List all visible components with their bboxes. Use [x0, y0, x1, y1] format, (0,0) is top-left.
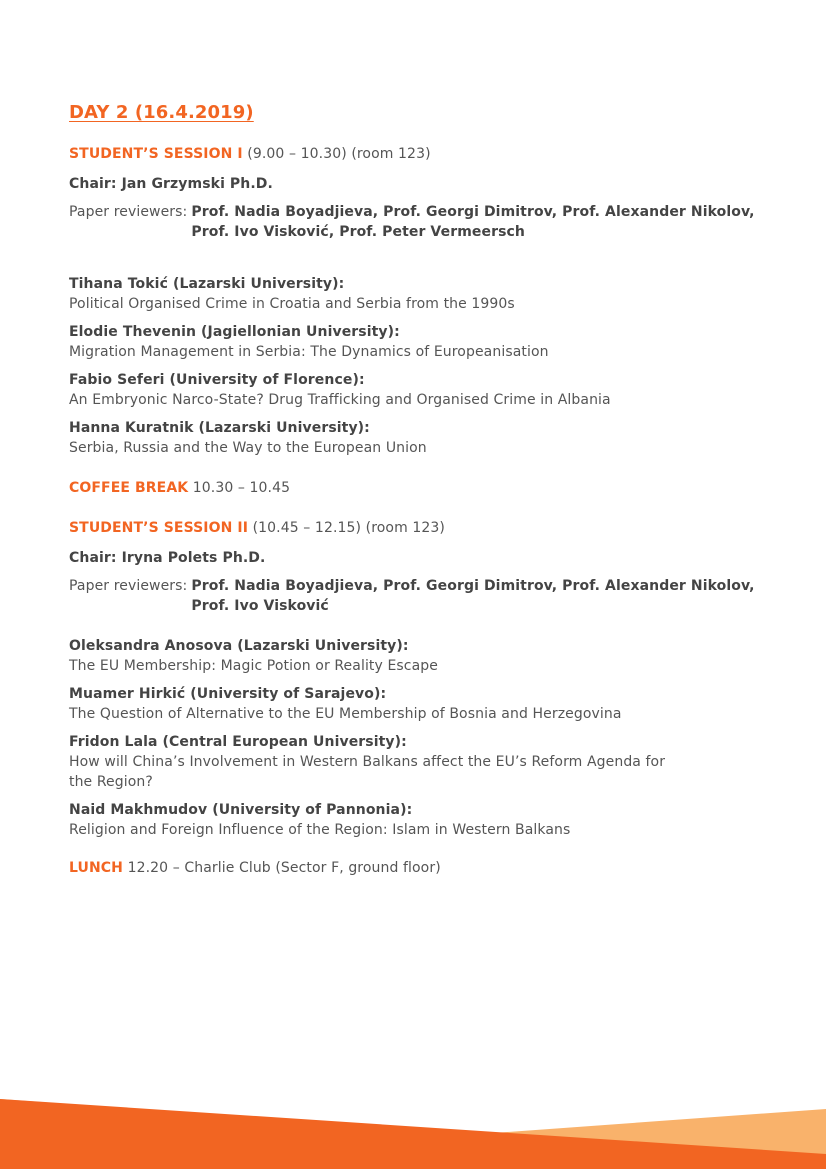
session2-reviewers-label: Paper reviewers:: [69, 578, 188, 594]
session2-title: STUDENT’S SESSION II: [69, 520, 249, 536]
talk-speaker: Fabio Seferi (University of Florence):: [69, 372, 365, 388]
session1-chair: Chair: Jan Grzymski Ph.D.: [69, 176, 273, 192]
session1-details: (9.00 – 10.30) (room 123): [247, 146, 431, 162]
session2-chair: Chair: Iryna Polets Ph.D.: [69, 550, 266, 566]
session2-reviewers-names: Prof. Nadia Boyadjieva, Prof. Georgi Dimitrov, Prof. Alexander Nikolov, Prof. Ivo Visković: [191, 578, 755, 614]
talk-title: Serbia, Russia and the Way to the European Union: [69, 440, 427, 456]
session1-talk: [69, 370, 769, 410]
session2-talk: [69, 636, 769, 676]
session1-talk: [69, 322, 769, 362]
talk-speaker: Muamer Hirkić (University of Sarajevo):: [69, 686, 387, 702]
session1-talk: [69, 274, 769, 314]
session1-title: STUDENT’S SESSION I: [69, 146, 243, 162]
coffee-break-label: COFFEE BREAK: [69, 480, 189, 496]
talk-speaker: Fridon Lala (Central European University):: [69, 734, 407, 750]
talk-title: How will China’s Involvement in Western Balkans affect the EU’s Reform Agenda for the Region?: [69, 754, 666, 790]
talk-title: Migration Management in Serbia: The Dynamics of Europeanisation: [69, 344, 549, 360]
session1-reviewers-names: Prof. Nadia Boyadjieva, Prof. Georgi Dimitrov, Prof. Alexander Nikolov, Prof. Ivo Visković, Prof. Peter Vermeersch: [191, 204, 755, 240]
day-title: DAY 2 (16.4.2019): [69, 102, 254, 123]
session1-reviewers: [69, 202, 769, 242]
talk-speaker: Hanna Kuratnik (Lazarski University):: [69, 420, 370, 436]
session2-talk: [69, 684, 769, 724]
talk-speaker: Oleksandra Anosova (Lazarski University):: [69, 638, 409, 654]
lunch-label: LUNCH: [69, 860, 123, 876]
session2-talk: [69, 732, 769, 792]
session2-talk: [69, 800, 769, 840]
coffee-break: [69, 478, 769, 498]
talk-title: An Embryonic Narco-State? Drug Trafficking and Organised Crime in Albania: [69, 392, 611, 408]
session1-talk: [69, 418, 769, 458]
talk-speaker: Tihana Tokić (Lazarski University):: [69, 276, 345, 292]
coffee-break-time: 10.30 – 10.45: [192, 480, 291, 496]
talk-title: The EU Membership: Magic Potion or Reality Escape: [69, 658, 438, 674]
lunch-details: 12.20 – Charlie Club (Sector F, ground floor): [127, 860, 441, 876]
talk-speaker: Naid Makhmudov (University of Pannonia):: [69, 802, 413, 818]
session1-reviewers-label: Paper reviewers:: [69, 204, 188, 220]
lunch: [69, 858, 769, 878]
session2-details: (10.45 – 12.15) (room 123): [252, 520, 445, 536]
talk-speaker: Elodie Thevenin (Jagiellonian University):: [69, 324, 400, 340]
talk-title: Political Organised Crime in Croatia and Serbia from the 1990s: [69, 296, 515, 312]
talk-title: The Question of Alternative to the EU Membership of Bosnia and Herzegovina: [69, 706, 622, 722]
session2-reviewers: [69, 576, 769, 616]
talk-title: Religion and Foreign Influence of the Region: Islam in Western Balkans: [69, 822, 571, 838]
session2-heading: [69, 518, 769, 538]
program-content: [69, 100, 769, 878]
footer-decoration: [0, 1099, 826, 1169]
session1-heading: [69, 144, 769, 164]
